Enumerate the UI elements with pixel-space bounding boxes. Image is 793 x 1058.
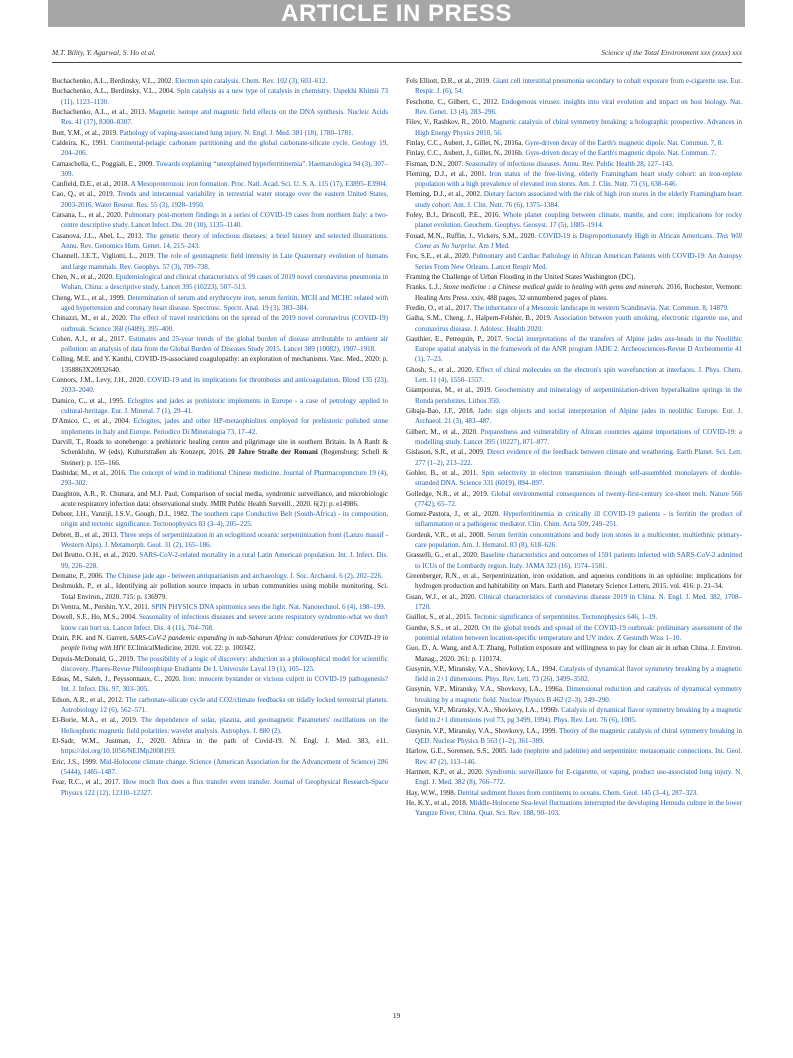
reference-link[interactable]: Catalysis of dynamical flavor symmetry breaking by a magnetic field in 2+1 dimensions (vol 73, pg 3499, 1994). Phys. Rev. Lett. 76 (6), 1005. (415, 706, 743, 725)
reference-link[interactable]: SPIN PHYSICS DNA spintronics sees the light. Nat. Nanotechnol. 6 (4), 198–199. (151, 602, 386, 611)
reference-text: Daughton, A.R., R. Chunara, and M.J. Paul, Comparison of social media, syndromic surveillance, and microbiologic acute respiratory infection data: observational study. JMIR Public Health Surveill., 2020. 6(2): p. e14986. (52, 489, 388, 508)
reference-entry (406, 705, 742, 726)
reference-text: Hay, W.W., 1998. (406, 788, 458, 797)
reference-link[interactable]: Dimensional reduction and catalysis of dynamical symmetry breaking by a magnetic field. Nuclear Physics B 462 (2–3), 249–290. (415, 685, 742, 704)
reference-text: Gislason, S.R., et al., 2009. (406, 448, 487, 457)
reference-entry (52, 107, 388, 128)
reference-entry (406, 509, 742, 530)
reference-entry (52, 468, 388, 489)
reference-link[interactable]: The possibility of a logic of discovery: abduction as a philosophical model for scientific discovery. Phares-Revue Philosophique Etudiante De L Universite Laval 19 (1), 105–125. (61, 654, 389, 673)
reference-text: Canfield, D.E., et al., 2018. (52, 180, 131, 189)
page-number: 19 (392, 1011, 401, 1020)
reference-text: Greenberger, R.N., et al., Serpentinization, iron oxidation, and aqueous conditions in an ophiolite: implications for hydrogen production and habitability on Mars. Earth and Planetary Science Letters, 2015. vol. 416: p. 21–34. (406, 572, 742, 591)
reference-entry (52, 509, 388, 530)
reference-entry (406, 726, 742, 747)
reference-entry (406, 746, 742, 767)
reference-link[interactable]: Iron status of the free-living, elderly Framingham heart study cohort: an iron-replete population with a high prevalence of elevated iron stores. Am. J. Clin. Nutr. 73 (3), 638–646. (415, 169, 742, 189)
reference-text: Fox, S.E., et al., 2020. (406, 252, 473, 261)
reference-link[interactable]: Baseline characteristics and outcomes of 1591 patients infected with SARS-CoV-2 admitted to ICUs of the Lombardy region. Italy. JAMA 323 (16), 1574–1581. (415, 551, 742, 570)
reference-text: He, K.Y., et al., 2018. (406, 798, 470, 807)
reference-entry (406, 385, 742, 406)
reference-entry (406, 303, 742, 313)
reference-link[interactable]: Giant cell interstitial pneumonia secondary to cobalt exposure from e-cigarette use. Eur. Respir. J. (6), 54. (415, 77, 742, 96)
header-journal: Science of the Total Environment xxx (xxxx) xxx (601, 48, 742, 57)
reference-link[interactable]: Eclogites, jades and other HP-metaophiolites employed for prehistoric polished stone implements in Italy and Europe. Periodico Di Mineralogia 73, 17–42. (61, 417, 388, 436)
reference-link[interactable]: Continental-pelagic carbonate partitioning and the global carbonate-silicate cycle. Geology 19, 204–206. (61, 138, 388, 158)
reference-link[interactable]: Theory of the magnetic catalysis of chiral symmetry breaking in QED. Nuclear Physics B 563 (1–2), 361–389. (415, 726, 742, 745)
reference-entry (52, 293, 388, 314)
reference-link[interactable]: Jade: sign objects and social interpretation of Alpine jades in neolithic Europe. Eur. J. Archaeol. 21 (3), 483–487. (415, 407, 742, 426)
reference-link[interactable]: Electron spin catalysis. Chem. Rev. 102 (3), 603–612. (174, 77, 328, 85)
reference-entry (406, 334, 742, 365)
reference-entry (52, 159, 388, 180)
reference-entry (52, 715, 388, 736)
reference-entry (52, 354, 388, 375)
reference-entry (406, 530, 742, 551)
reference-column-right (406, 76, 742, 819)
reference-entry (52, 313, 388, 334)
reference-link[interactable]: Hyperferritinemia in critically ill COVID-19 patients - is ferritin the product of inflammation or a pathogenic mediator. Clin. Chim. Acta 509, 249–251. (415, 510, 743, 529)
reference-entry (52, 334, 388, 355)
reference-entry (52, 76, 388, 86)
reference-text: Fear, R.C., et al., 2017. (52, 778, 123, 787)
reference-entry (52, 571, 388, 581)
reference-entry (52, 437, 388, 468)
reference-link[interactable]: On the global trends and spread of the COVID-19 outbreak: preliminary assessment of the potential relation between location-specific temperature and UV index. Z Gesundh Wiss 1–10. (415, 623, 742, 642)
reference-text: Gusynin, V.P., Miransky, V.A., Shovkovy, I.A., 1996b. (406, 706, 562, 715)
reference-entry (406, 231, 742, 252)
reference-entry (52, 612, 388, 633)
reference-link[interactable]: Am J Med. (476, 242, 510, 250)
reference-entry (406, 592, 742, 613)
reference-entry (52, 128, 388, 138)
reference-entry (406, 550, 742, 571)
reference-entry (406, 612, 742, 622)
reference-entry (406, 684, 742, 705)
reference-link[interactable]: Tectonic significance of serpentinites. Tectonophysics 646, 1–19. (473, 613, 658, 622)
reference-link[interactable]: Whole planet coupling between climate, mantle, and core: implications for rocky planet evolution. Geochem. Geophys. Geosyst. 17 (5), 1885–1914. (415, 211, 743, 230)
reference-entry (52, 396, 388, 417)
reference-text: Harlow, G.E., Sorensen, S.S., 2005. (406, 747, 510, 756)
article-in-press-banner: ARTICLE IN PRESS (48, 0, 745, 27)
reference-text: Edeas, M., Saleh, J., Peyssonnaux, C., 2020. (52, 675, 183, 684)
reference-link[interactable]: Trends and interannual variability in terrestrial water storage over the eastern United States, 2003-2016. Water Resour. Res. 55 (3), 1928–1950. (61, 190, 388, 209)
reference-text: Feschotte, C., Gilbert, C., 2012. (406, 97, 502, 106)
reference-text: Fleming, D.J., et al., 2002. (406, 190, 484, 199)
reference-text: Dematte, P., 2006. (52, 572, 106, 580)
reference-link[interactable]: Effect of chiral molecules on the electron's spin wavefunction at interfaces. J. Phys. Chem. Lett. 11 (4), 1550–1557. (415, 365, 742, 385)
reference-entry (406, 427, 742, 448)
reference-link[interactable]: Epidemiological and clinical characteristics of 99 cases of 2019 novel coronavirus pneumonia in Wuhan, China: a descriptive study. Lancet 395 (10223), 507–513. (61, 272, 389, 292)
reference-text: Fredin, O., et al., 2017. (406, 303, 474, 312)
reference-link[interactable]: Spin selectivity in electron transmission through self-assembled monolayers of double-stranded DNA. Science 331 (6019), 894–897. (415, 468, 742, 488)
reference-entry (52, 654, 388, 675)
reference-entry (52, 179, 388, 189)
reference-link[interactable]: Catalysis of dynamical flavor symmetry breaking by a magnetic field in 2+1 dimensions. Phys. Rev. Lett. 73 (26), 3499–3502. (415, 664, 742, 684)
reference-entry (406, 189, 742, 210)
reference-text: Framing the Challenge of Urban Flooding in the United States Washington (DC). (406, 272, 636, 281)
reference-text: Fisman, D.N., 2007. (406, 159, 466, 168)
reference-column-left (52, 76, 388, 798)
reference-text: Hartnett, K.P., et al., 2020. (406, 767, 486, 776)
reference-link[interactable]: The effect of travel restrictions on the spread of the 2019 novel coronavirus (COVID-19) outbreak. Science 368 (6489), 395–400. (61, 314, 388, 333)
reference-entry (406, 365, 742, 386)
reference-entry (406, 447, 742, 468)
reference-link[interactable]: How much flux does a flux transfer event transfer. Journal of Geophysical Research-Space Physics 122 (12), 12310–12327. (61, 778, 388, 797)
header-rule (52, 62, 742, 63)
reference-text: Colling, M.E. and Y. Kanthi, COVID-19-associated coagulopathy: an exploration of mechanisms. Vasc. Med., 2020: p. 1358863X20932640. (52, 355, 388, 374)
reference-link[interactable]: Geochemistry and mineralogy of serpentinization-driven hyperalkaline springs in the Ronda peridotites. Lithos 350. (415, 386, 743, 405)
reference-link[interactable]: The southern cape Conductive Belt (South-Africa) - its composition, origin and tectonic significance. Tectonophysics 83 (3–4), 205–225. (61, 510, 388, 529)
reference-link[interactable]: Direct evidence of the feedback between climate and weathering. Earth Planet. Sci. Lett. 277 (1–2), 213–222. (415, 448, 742, 467)
reference-text: Grasselli, G., et al., 2020. (406, 551, 481, 560)
reference-entry (406, 117, 742, 138)
reference-text: Caldeira, K., 1991. (52, 138, 111, 147)
reference-entry (406, 169, 742, 190)
reference-text: Dupuis-McDonald, G., 2019. (52, 654, 137, 663)
reference-link[interactable]: This Will Come as No Surprise. (415, 231, 742, 250)
reference-entry (52, 736, 388, 757)
reference-text: Gohler, B., et al., 2011. (406, 468, 482, 477)
reference-link[interactable]: Seasonality of infectious diseases. Annu. Rev. Public Health 28, 127–143. (465, 159, 674, 168)
reference-text: Dowell, S.F., Ho, M.S., 2004. (52, 613, 139, 622)
reference-entry (52, 530, 388, 551)
reference-entry (406, 788, 742, 798)
reference-entry (52, 757, 388, 778)
reference-entry (52, 633, 388, 654)
reference-link[interactable]: Magnetic isotope and magnetic field effects on the DNA synthesis. Nucleic Acids Res. 41 (17), 8300–8307. (61, 107, 389, 127)
reference-link[interactable]: COVID-19 and its implications for thrombosis and anticoagulation. Blood 135 (23), 2033–2040. (61, 376, 388, 395)
reference-entry (52, 602, 388, 612)
reference-entry (52, 375, 388, 396)
reference-link[interactable]: The role of geomagnetic field intensity in Late Quaternary evolution of humans and large mammals. Rev. Geophys. 57 (3), 709–738. (61, 252, 388, 271)
reference-text: Cao, Q., et al., 2019. (52, 190, 118, 199)
reference-link[interactable]: Jade (nephrite and jadeitite) and serpentinite: metasomatic connections. Int. Geol. Rev. 47 (2), 113–146. (415, 747, 743, 766)
reference-entry (406, 251, 742, 272)
reference-link[interactable]: Endogenous viruses: insights into viral evolution and impact on host biology. Nat. Rev. Genet. 13 (4), 283–296. (415, 97, 742, 116)
reference-text: Filev, V., Rashkov, R., 2010. (406, 118, 490, 127)
reference-text: Drain, P.K. and N. Garrett, (52, 633, 131, 642)
reference-link[interactable]: Iron: innocent bystander or vicious culprit in COVID-19 pathogenesis? Int. J. Infect. Dis. 97, 303–305. (61, 675, 388, 694)
reference-link[interactable]: Magnetic catalysis of chiral symmetry breaking: a holographic prospective. Advances in High Energy Physics 2010, 56. (415, 118, 742, 137)
reference-text: Butt, Y.M., et al., 2019. (52, 128, 120, 137)
reference-text: Fouad, M.N., Ruffin, J., Vickers, S.M., 2020. (406, 231, 539, 240)
reference-text: Buchachenko, A.L., Berdinsky, V.L., 2004. (52, 87, 177, 96)
reference-text: El-Borie, M.A., et al., 2019. (52, 716, 141, 725)
reference-link[interactable]: Association between youth smoking, electronic cigarette use, and coronavirus disease. J. Adolesc. Health 2020. (415, 314, 742, 333)
reference-entry (406, 489, 742, 510)
reference-link[interactable]: Gyre-driven decay of the Earth's magnetic dipole. Nat. Commun. 7, 8. (524, 138, 723, 147)
reference-entry (406, 313, 742, 334)
reference-text: Carsana, L., et al., 2020. (52, 211, 125, 220)
reference-link[interactable]: Seasonality of infectious diseases and severe acute respiratory syndrome-what we don't know can hurt us. Lancet Infect. Dis. 4 (11), 704–708. (61, 613, 388, 632)
reference-link[interactable]: Estimates and 25-year trends of the global burden of disease attributable to ambient air pollution: an analysis of data from the Global Burden of Diseases Study 2015. Lancet 389 (10082), 1907–1918. (61, 334, 388, 354)
reference-text: El-Sadr, W.M., Justman, J., 2020. Africa in the path of Covid-19. N. Engl. J. Med. 383, e11. (52, 737, 388, 745)
reference-link[interactable]: Mid-Holocene climate change. Science (American Association for the Advancement of Science) 286 (5444), 1485–1487. (61, 757, 388, 776)
reference-text: Guan, W.J., et al., 2020. (406, 592, 479, 601)
reference-link[interactable]: Dietary factors associated with the risk of high iron stores in the elderly Framingham heart study cohort. Am. J. Clin. Nutr. 76 (6), 1375–1384. (415, 190, 742, 209)
reference-text: Guillot, S., et al., 2015. (406, 613, 474, 622)
reference-link[interactable]: https://doi.org/10.1056/NEJMp2008193. (61, 747, 176, 756)
reference-entry (52, 210, 388, 231)
reference-text: Gomez-Pastora, J., et al., 2020. (406, 510, 504, 519)
reference-entry (52, 416, 388, 437)
reference-link[interactable]: The carbonate-silicate cycle and CO2/climate feedbacks on tidally locked terrestrial planets. Astrobiology 12 (6), 562–571. (61, 695, 388, 715)
reference-link[interactable]: Pulmonary and Cardiac Pathology in African American Patients with COVID-19: An Autopsy Series From New Orleans. Lancet Respir Med. (415, 252, 742, 271)
reference-text: 20 Jahre Straße der Romani (227, 448, 318, 457)
reference-text: Edson, A.R., et al., 2012. (52, 695, 126, 704)
reference-text: Gusynin, V.P., Miransky, V.A., Shovkovy, I.A., 1996a. (406, 685, 567, 694)
reference-text: Gunthe, S.S., et al., 2020. (406, 623, 482, 632)
reference-text: Gilbert, M., et al., 2020. (406, 427, 481, 436)
reference-link[interactable]: COVID-19 is Disproportionately High in African Americans. (538, 231, 717, 240)
reference-entry (406, 798, 742, 819)
reference-text: Debeer, J.H., Vanzijl, J.S.V., Gough, D.I., 1982. (52, 510, 192, 519)
reference-link[interactable]: Syndromic surveillance for E-cigarette, or vaping, product use-associated lung injury. N. Engl. J. Med. 382 (8), 766–772. (415, 767, 742, 787)
reference-text: Buchachenko, A.L., Berdinsky, V.L., 2002. (52, 77, 175, 85)
reference-entry (52, 138, 388, 159)
reference-entry (406, 623, 742, 644)
reference-text: Finlay, C.C., Aubert, J., Gillet, N., 2016b. (406, 149, 526, 158)
reference-link[interactable]: Pathology of vaping-associated lung injury. N. Engl. J. Med. 381 (18), 1780–1781. (119, 128, 354, 137)
reference-link[interactable]: Three steps of serpentinization in an eclogitized oceanic serpentinization front (Lanzo massif - Western Alps). J. Metamorph. Geol. 31 (2), 165–186. (61, 530, 388, 550)
reference-entry (406, 76, 742, 97)
reference-link[interactable]: Pulmonary post-mortem findings in a series of COVID-19 cases from northern Italy: a two-centre descriptive study. Lancet Infect. Dis. 20 (10), 1135–1140. (61, 211, 388, 230)
reference-text: Di Ventra, M., Pershin, Y.V., 2011. (52, 602, 152, 611)
header-authors: M.T. Bility, Y. Agarwal, S. Ho et al. (52, 48, 156, 57)
reference-link[interactable]: Middle-Holocene Sea-level fluctuations interrupted the developing Hemudu culture in the lower Yangtze River, China. Quat. Sci. Rev. 188, 90–103. (415, 798, 742, 818)
reference-entry (406, 468, 742, 489)
reference-entry (52, 251, 388, 272)
reference-text: Fleming, D.J., et al., 2001. (406, 169, 490, 178)
reference-text: Channell, J.E.T., Vigliotti, L., 2019. (52, 252, 158, 261)
reference-text: Gibaja-Bao, J.F., 2018. (406, 407, 479, 415)
reference-text: Casanova, J.L., Abel, L., 2013. (52, 231, 146, 240)
reference-text: D'Amico, C., et al., 2004. (52, 417, 134, 426)
reference-link[interactable]: The dependence of solar, plasma, and geomagnetic Parameters' oscillations on the Heliospheric magnetic field polarities: wavelet analysis. Astrophys. J. 880 (2). (61, 716, 389, 735)
reference-link[interactable]: Preparedness and vulnerability of African countries against importations of COVID-19: a modelling study. Lancet 395 (10227), 871–877. (415, 427, 742, 446)
reference-link[interactable]: The genetic theory of infectious diseases: a brief history and selected illustrations. Annu. Rev. Genomics Hum. Genet. 14, 215–243. (61, 231, 388, 250)
reference-text: Cohen, A.J., et al., 2017. (52, 334, 129, 343)
reference-entry (52, 231, 388, 252)
reference-text: (Regensburg: Schell & Steiner): p. 155–166. (61, 448, 388, 467)
reference-text: Deshmukh, P., et al., Identifying air pollution source impacts in urban communities using mobile monitoring. Sci. Total Environ., 2020. 715: p. 136979. (52, 582, 388, 601)
reference-text: Stone medicine : a Chinese medical guide to healing with gems and minerals. (443, 283, 665, 292)
reference-text: Eric, J.S., 1999. (52, 757, 100, 766)
reference-entry (406, 97, 742, 118)
reference-link[interactable]: Determination of serum and erythrocyte iron, serum ferritin, MCH and MCHC related with aged hypertension and coronary heart disease. Spectrosc. Spectr. Anal. 19 (3), 383–384. (61, 293, 388, 312)
reference-entry (52, 550, 388, 571)
reference-entry (406, 282, 742, 303)
reference-entry (406, 148, 742, 158)
reference-link[interactable]: The Chinese jade age - between antiquarianism and archaeology. J. Soc. Archaeol. 6 (2), 202–226. (105, 572, 383, 580)
reference-link[interactable]: Social interpretations of the transfers of Alpine jades axe-heads in the Neolithic Europe spatial analysis in the framework of the ANR program JADE 2. Archeosciences-Revue D Archeometrie 41 (1), 7–23. (415, 334, 743, 364)
reference-text: Gauthier, E., Petrequin, P., 2017. (406, 334, 506, 343)
reference-entry (52, 189, 388, 210)
reference-entry (52, 489, 388, 510)
reference-text: Golledge, N.R., et al., 2019. (406, 489, 492, 498)
reference-text: Gusynin, V.P., Miransky, V.A., Shovkovy, I.A., 1994. (406, 664, 560, 673)
reference-entry (52, 674, 388, 695)
reference-entry (406, 664, 742, 685)
reference-text: Fels Elliott, D.R., et al., 2019. (406, 77, 493, 85)
reference-entry (52, 581, 388, 602)
reference-text: Chinazzi, M., et al., 2020. (52, 314, 130, 323)
reference-text: Chen, N., et al., 2020. (52, 272, 116, 281)
reference-link[interactable]: Clinical characteristics of coronavirus disease 2019 in China. N. Engl. J. Med. 382, 1708–1720. (415, 592, 742, 611)
reference-text: Gordeuk, V.R., et al., 2008. (406, 530, 488, 539)
running-header (52, 48, 742, 57)
reference-link[interactable]: Global environmental consequences of twenty-first-century ice-sheet melt. Nature 566 (7742), 65–72. (415, 489, 742, 508)
reference-link[interactable]: SARS-CoV-2-related mortality in a rural Latin American population. Int. J. Infect. Dis. 99, 226–228. (61, 551, 388, 570)
reference-entry (406, 210, 742, 231)
reference-entry (406, 767, 742, 788)
reference-text: Gaiha, S.M., Cheng, J., Halpern-Felsher, B., 2019. (406, 314, 554, 323)
reference-link[interactable]: Gyre-driven decay of the Earth's magnetic dipole. Nat. Commun. 7. (525, 149, 717, 158)
reference-text: Camaschella, C., Poggiali, E., 2009. (52, 159, 156, 168)
reference-entry (52, 86, 388, 107)
reference-text: Giampouras, M., et al., 2019. (406, 386, 495, 395)
reference-entry (52, 695, 388, 716)
reference-text: Buchachenko, A.L., et al., 2013. (52, 107, 149, 116)
reference-text: Dashtdar, M., et al., 2016. (52, 468, 129, 477)
reference-link[interactable]: The inheritance of a Mesozoic landscape in western Scandinavia. Nat. Commun. 8, 14879. (473, 303, 729, 312)
reference-text: Cheng, W.L., et al., 1999. (52, 293, 128, 302)
reference-text: Connors, J.M., Levy, J.H., 2020. (52, 376, 148, 385)
reference-link[interactable]: The concept of wind in traditional Chinese medicine. Journal of Pharmacopuncture 19 (4), 293–302. (61, 468, 388, 488)
reference-entry (406, 643, 742, 664)
reference-link[interactable]: Detrital sediment fluxes from continents to oceans. Chem. Geol. 145 (3–4), 287–323. (457, 788, 699, 797)
reference-link[interactable]: Serum ferritin concentrations and body iron stores in a multicenter, multiethnic primary-care population. Am. J. Hematol. 83 (8), 618–626. (415, 530, 742, 550)
reference-link[interactable]: Towards explaining “unexplained hyperferritinemia”. Haematologica 94 (3), 307–309. (61, 159, 388, 178)
reference-text: Guo, D., A. Wang, and A.T. Zhang, Pollution exposure and willingness to pay for clean air in urban China. J. Environ. Manag., 2020. 261: p. 110174. (406, 644, 742, 663)
reference-entry (406, 272, 742, 282)
reference-entry (406, 406, 742, 427)
reference-text: Gusynin, V.P., Miransky, V.A., Shovkovy, I.A., 1999. (406, 726, 560, 735)
reference-text: Ghosh, S., et al., 2020. (406, 365, 476, 374)
reference-text: Darvill, T., Roads to stonehenge: a prehistoric healing centre and pilgrimage site in southern Britain. In A Ranft & Schenkluhn, W (eds), Kulturstraßen als Konzept, 2016. (52, 437, 388, 457)
reference-link[interactable]: Eclogites and jades as prehistoric implements in Europe - a case of petrology applied to cultural-heritage. Eur. J. Mineral. 7 (1), 29–41. (61, 396, 388, 415)
reference-entry (406, 159, 742, 169)
reference-text: Franks, L.J., (406, 283, 444, 292)
reference-text: Finlay, C.C., Aubert, J., Gillet, N., 2016a. (406, 138, 525, 147)
reference-entry (406, 571, 742, 592)
reference-link[interactable]: A Mesoproterozoic iron formation. Proc. Natl. Acad. Sci. U. S. A. 115 (17), E3895–E3904. (130, 180, 388, 189)
reference-text: Foley, B.J., Driscoll, P.E., 2016. (406, 211, 504, 220)
reference-text: 2016, Rochester, Vermont: Healing Arts Press. xxiv, 488 pages, 32 unnumbered pages of plates. (415, 283, 742, 302)
reference-entry (406, 138, 742, 148)
reference-text: Del Brutto, O.H., et al., 2020. (52, 551, 140, 560)
reference-entry (52, 272, 388, 293)
reference-text: Damico, C., et al., 1995. (52, 396, 128, 405)
reference-text: SARS-CoV-2 pandemic expanding in sub-Saharan Africa: considerations for COVID-19 in people living with HIV. (61, 633, 389, 653)
reference-link[interactable]: Spin catalysis as a new type of catalysis in chemistry. Uspekhi Khimii 73 (11), 1123–1130. (61, 87, 388, 106)
reference-entry (52, 777, 388, 798)
reference-text: EClinicalMedicine, 2020. vol. 22: p. 100342. (125, 644, 256, 653)
reference-text: Debret, B., et al., 2013. (52, 530, 121, 539)
